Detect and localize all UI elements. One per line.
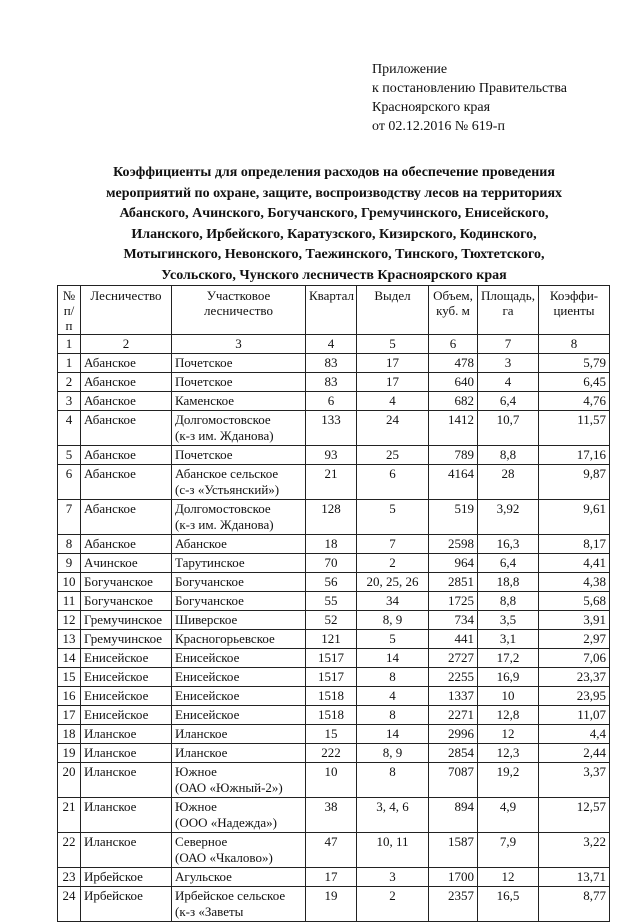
column-header-volume: Объем, куб. м bbox=[429, 286, 478, 335]
row-number-cell: 19 bbox=[58, 744, 81, 763]
area-cell: 3 bbox=[478, 354, 539, 373]
district-name: Южное bbox=[175, 799, 217, 814]
quarter-cell: 21 bbox=[306, 465, 357, 500]
plot-cell: 8 bbox=[357, 668, 429, 687]
area-cell: 12 bbox=[478, 725, 539, 744]
forestry-cell: Абанское bbox=[81, 465, 172, 500]
document-title bbox=[60, 163, 608, 287]
plot-cell: 8 bbox=[357, 763, 429, 798]
forestry-cell: Богучанское bbox=[81, 592, 172, 611]
district-cell bbox=[172, 592, 306, 611]
title-line: Усольского, Чунского лесничеств Красноярского края bbox=[161, 267, 507, 283]
quarter-cell: 6 bbox=[306, 392, 357, 411]
coefficient-cell: 7,06 bbox=[539, 649, 610, 668]
district-name: Почетское bbox=[175, 374, 233, 389]
area-cell: 3,92 bbox=[478, 500, 539, 535]
district-name: Абанское сельское bbox=[175, 466, 279, 481]
row-number-cell: 22 bbox=[58, 833, 81, 868]
row-number-cell: 9 bbox=[58, 554, 81, 573]
district-name: Абанское bbox=[175, 536, 227, 551]
plot-cell: 4 bbox=[357, 392, 429, 411]
row-number-cell: 13 bbox=[58, 630, 81, 649]
district-name: Ирбейское сельское bbox=[175, 888, 286, 903]
header-row bbox=[58, 286, 610, 335]
quarter-cell: 70 bbox=[306, 554, 357, 573]
row-number-cell: 16 bbox=[58, 687, 81, 706]
quarter-cell: 18 bbox=[306, 535, 357, 554]
row-number-cell: 11 bbox=[58, 592, 81, 611]
column-number: 7 bbox=[478, 335, 539, 354]
volume-cell: 478 bbox=[429, 354, 478, 373]
table-row bbox=[58, 592, 610, 611]
volume-cell: 1412 bbox=[429, 411, 478, 446]
volume-cell: 4164 bbox=[429, 465, 478, 500]
forestry-cell: Абанское bbox=[81, 392, 172, 411]
forestry-cell: Абанское bbox=[81, 373, 172, 392]
district-cell bbox=[172, 868, 306, 887]
column-header-plot: Выдел bbox=[357, 286, 429, 335]
column-number: 4 bbox=[306, 335, 357, 354]
title-line: Иланского, Ирбейского, Каратузского, Кизирского, Кодинского, bbox=[131, 226, 537, 242]
quarter-cell: 56 bbox=[306, 573, 357, 592]
forestry-cell: Иланское bbox=[81, 725, 172, 744]
coefficient-cell: 3,37 bbox=[539, 763, 610, 798]
district-cell bbox=[172, 554, 306, 573]
plot-cell: 34 bbox=[357, 592, 429, 611]
area-cell: 17,2 bbox=[478, 649, 539, 668]
district-cell bbox=[172, 535, 306, 554]
volume-cell: 519 bbox=[429, 500, 478, 535]
quarter-cell: 83 bbox=[306, 373, 357, 392]
table-row bbox=[58, 354, 610, 373]
table-row bbox=[58, 554, 610, 573]
district-cell bbox=[172, 798, 306, 833]
quarter-cell: 47 bbox=[306, 833, 357, 868]
district-cell bbox=[172, 373, 306, 392]
forestry-cell: Енисейское bbox=[81, 649, 172, 668]
plot-cell: 25 bbox=[357, 446, 429, 465]
district-name: Иланское bbox=[175, 745, 228, 760]
volume-cell: 441 bbox=[429, 630, 478, 649]
coefficient-cell: 2,44 bbox=[539, 744, 610, 763]
area-cell: 10,7 bbox=[478, 411, 539, 446]
quarter-cell: 1517 bbox=[306, 668, 357, 687]
volume-cell: 2357 bbox=[429, 887, 478, 922]
quarter-cell: 121 bbox=[306, 630, 357, 649]
district-name: Южное bbox=[175, 764, 217, 779]
row-number-cell: 17 bbox=[58, 706, 81, 725]
coefficient-cell: 4,4 bbox=[539, 725, 610, 744]
area-cell: 12 bbox=[478, 868, 539, 887]
table-row bbox=[58, 706, 610, 725]
district-note: (ОАО «Чкалово») bbox=[175, 850, 273, 865]
area-cell: 7,9 bbox=[478, 833, 539, 868]
volume-cell: 894 bbox=[429, 798, 478, 833]
quarter-cell: 17 bbox=[306, 868, 357, 887]
volume-cell: 1725 bbox=[429, 592, 478, 611]
volume-cell: 2727 bbox=[429, 649, 478, 668]
area-cell: 4 bbox=[478, 373, 539, 392]
forestry-cell: Енисейское bbox=[81, 706, 172, 725]
forestry-cell: Иланское bbox=[81, 798, 172, 833]
district-cell bbox=[172, 411, 306, 446]
coefficient-cell: 11,57 bbox=[539, 411, 610, 446]
table-row bbox=[58, 744, 610, 763]
appendix-line: к постановлению Правительства bbox=[372, 81, 568, 96]
plot-cell: 4 bbox=[357, 687, 429, 706]
table-row bbox=[58, 573, 610, 592]
column-number: 2 bbox=[81, 335, 172, 354]
row-number-cell: 20 bbox=[58, 763, 81, 798]
district-name: Почетское bbox=[175, 447, 233, 462]
district-name: Каменское bbox=[175, 393, 235, 408]
column-number: 6 bbox=[429, 335, 478, 354]
district-name: Долгомостовское bbox=[175, 501, 271, 516]
coefficient-cell: 6,45 bbox=[539, 373, 610, 392]
area-cell: 8,8 bbox=[478, 446, 539, 465]
column-number: 1 bbox=[58, 335, 81, 354]
volume-cell: 640 bbox=[429, 373, 478, 392]
forestry-cell: Абанское bbox=[81, 500, 172, 535]
quarter-cell: 93 bbox=[306, 446, 357, 465]
row-number-cell: 12 bbox=[58, 611, 81, 630]
district-name: Енисейское bbox=[175, 688, 240, 703]
quarter-cell: 1518 bbox=[306, 687, 357, 706]
plot-cell: 8, 9 bbox=[357, 611, 429, 630]
area-cell: 6,4 bbox=[478, 554, 539, 573]
forestry-cell: Абанское bbox=[81, 446, 172, 465]
plot-cell: 2 bbox=[357, 887, 429, 922]
column-header-quarter: Квартал bbox=[306, 286, 357, 335]
row-number-cell: 10 bbox=[58, 573, 81, 592]
plot-cell: 8 bbox=[357, 706, 429, 725]
district-cell bbox=[172, 763, 306, 798]
quarter-cell: 222 bbox=[306, 744, 357, 763]
quarter-cell: 133 bbox=[306, 411, 357, 446]
row-number-cell: 21 bbox=[58, 798, 81, 833]
row-number-cell: 5 bbox=[58, 446, 81, 465]
coefficient-cell: 3,91 bbox=[539, 611, 610, 630]
coefficient-cell: 23,37 bbox=[539, 668, 610, 687]
district-note: (к-з им. Жданова) bbox=[175, 517, 274, 532]
column-number: 3 bbox=[172, 335, 306, 354]
quarter-cell: 15 bbox=[306, 725, 357, 744]
forestry-cell: Гремучинское bbox=[81, 630, 172, 649]
district-name: Почетское bbox=[175, 355, 233, 370]
plot-cell: 10, 11 bbox=[357, 833, 429, 868]
coefficient-cell: 23,95 bbox=[539, 687, 610, 706]
table-row bbox=[58, 446, 610, 465]
column-header-number: № п/п bbox=[58, 286, 81, 335]
appendix-line: от 02.12.2016 № 619-п bbox=[372, 119, 505, 134]
quarter-cell: 10 bbox=[306, 763, 357, 798]
volume-cell: 734 bbox=[429, 611, 478, 630]
district-name: Агульское bbox=[175, 869, 232, 884]
table-row bbox=[58, 668, 610, 687]
district-name: Богучанское bbox=[175, 574, 244, 589]
area-cell: 19,2 bbox=[478, 763, 539, 798]
row-number-cell: 14 bbox=[58, 649, 81, 668]
area-cell: 16,9 bbox=[478, 668, 539, 687]
district-cell bbox=[172, 630, 306, 649]
forestry-cell: Иланское bbox=[81, 763, 172, 798]
quarter-cell: 1517 bbox=[306, 649, 357, 668]
volume-cell: 2271 bbox=[429, 706, 478, 725]
plot-cell: 24 bbox=[357, 411, 429, 446]
volume-cell: 2854 bbox=[429, 744, 478, 763]
district-name: Богучанское bbox=[175, 593, 244, 608]
district-name: Северное bbox=[175, 834, 228, 849]
district-cell bbox=[172, 649, 306, 668]
district-name: Тарутинское bbox=[175, 555, 245, 570]
district-note: (ОАО «Южный-2») bbox=[175, 780, 283, 795]
volume-cell: 7087 bbox=[429, 763, 478, 798]
title-line: мероприятий по охране, защите, воспроизводству лесов на территориях bbox=[105, 185, 563, 201]
title-line: Абанского, Ачинского, Богучанского, Гремучинского, Енисейского, bbox=[119, 206, 549, 222]
quarter-cell: 1518 bbox=[306, 706, 357, 725]
table-row bbox=[58, 611, 610, 630]
row-number-cell: 24 bbox=[58, 887, 81, 922]
table-row bbox=[58, 649, 610, 668]
volume-cell: 789 bbox=[429, 446, 478, 465]
area-cell: 16,3 bbox=[478, 535, 539, 554]
district-cell bbox=[172, 687, 306, 706]
column-number: 8 bbox=[539, 335, 610, 354]
table-row bbox=[58, 411, 610, 446]
district-name: Долгомостовское bbox=[175, 412, 271, 427]
table-body bbox=[58, 354, 610, 922]
volume-cell: 964 bbox=[429, 554, 478, 573]
forestry-cell: Енисейское bbox=[81, 668, 172, 687]
coefficient-cell: 12,57 bbox=[539, 798, 610, 833]
quarter-cell: 55 bbox=[306, 592, 357, 611]
coefficient-cell: 5,68 bbox=[539, 592, 610, 611]
area-cell: 3,5 bbox=[478, 611, 539, 630]
table-row bbox=[58, 887, 610, 922]
table-row bbox=[58, 868, 610, 887]
plot-cell: 3 bbox=[357, 868, 429, 887]
coefficient-cell: 9,61 bbox=[539, 500, 610, 535]
district-name: Шиверское bbox=[175, 612, 238, 627]
district-note: (к-з «Заветы bbox=[175, 904, 244, 919]
row-number-cell: 23 bbox=[58, 868, 81, 887]
forestry-cell: Абанское bbox=[81, 535, 172, 554]
title-line: Мотыгинского, Невонского, Таежинского, Тинского, Тюхтетского, bbox=[123, 247, 545, 263]
row-number-cell: 4 bbox=[58, 411, 81, 446]
area-cell: 12,3 bbox=[478, 744, 539, 763]
column-number: 5 bbox=[357, 335, 429, 354]
row-number-cell: 2 bbox=[58, 373, 81, 392]
coefficient-cell: 8,77 bbox=[539, 887, 610, 922]
district-note: (с-з «Устьянский») bbox=[175, 482, 280, 497]
plot-cell: 14 bbox=[357, 725, 429, 744]
table-row bbox=[58, 798, 610, 833]
table-row bbox=[58, 630, 610, 649]
district-name: Енисейское bbox=[175, 707, 240, 722]
volume-cell: 2851 bbox=[429, 573, 478, 592]
coefficient-cell: 17,16 bbox=[539, 446, 610, 465]
plot-cell: 3, 4, 6 bbox=[357, 798, 429, 833]
coefficient-cell: 11,07 bbox=[539, 706, 610, 725]
appendix-line: Приложение bbox=[372, 62, 448, 77]
coefficient-cell: 9,87 bbox=[539, 465, 610, 500]
volume-cell: 1700 bbox=[429, 868, 478, 887]
district-name: Енисейское bbox=[175, 650, 240, 665]
forestry-cell: Ачинское bbox=[81, 554, 172, 573]
district-cell bbox=[172, 446, 306, 465]
table-row bbox=[58, 500, 610, 535]
coefficient-cell: 4,76 bbox=[539, 392, 610, 411]
plot-cell: 8, 9 bbox=[357, 744, 429, 763]
area-cell: 10 bbox=[478, 687, 539, 706]
district-cell bbox=[172, 500, 306, 535]
forestry-cell: Иланское bbox=[81, 744, 172, 763]
area-cell: 16,5 bbox=[478, 887, 539, 922]
coefficient-cell: 4,41 bbox=[539, 554, 610, 573]
row-number-cell: 15 bbox=[58, 668, 81, 687]
row-number-cell: 8 bbox=[58, 535, 81, 554]
table-row bbox=[58, 763, 610, 798]
plot-cell: 2 bbox=[357, 554, 429, 573]
plot-cell: 5 bbox=[357, 630, 429, 649]
row-number-cell: 18 bbox=[58, 725, 81, 744]
column-numbering-row bbox=[58, 335, 610, 354]
district-name: Красногорьевское bbox=[175, 631, 275, 646]
quarter-cell: 52 bbox=[306, 611, 357, 630]
district-name: Енисейское bbox=[175, 669, 240, 684]
table-row bbox=[58, 535, 610, 554]
appendix-line: Красноярского края bbox=[372, 100, 491, 115]
title-line: Коэффициенты для определения расходов на обеспечение проведения bbox=[113, 165, 555, 180]
forestry-cell: Абанское bbox=[81, 411, 172, 446]
district-note: (ООО «Надежда») bbox=[175, 815, 277, 830]
district-cell bbox=[172, 354, 306, 373]
district-cell bbox=[172, 706, 306, 725]
volume-cell: 2598 bbox=[429, 535, 478, 554]
coefficient-cell: 3,22 bbox=[539, 833, 610, 868]
coefficient-cell: 2,97 bbox=[539, 630, 610, 649]
forestry-cell: Енисейское bbox=[81, 687, 172, 706]
volume-cell: 2255 bbox=[429, 668, 478, 687]
area-cell: 6,4 bbox=[478, 392, 539, 411]
forestry-cell: Гремучинское bbox=[81, 611, 172, 630]
plot-cell: 6 bbox=[357, 465, 429, 500]
district-cell bbox=[172, 833, 306, 868]
quarter-cell: 83 bbox=[306, 354, 357, 373]
forestry-cell: Ирбейское bbox=[81, 868, 172, 887]
district-cell bbox=[172, 573, 306, 592]
column-header-coefficient: Коэффи- циенты bbox=[539, 286, 610, 335]
table-row bbox=[58, 373, 610, 392]
district-name: Иланское bbox=[175, 726, 228, 741]
coefficients-table bbox=[57, 285, 610, 922]
column-header-district: Участковое лесничество bbox=[172, 286, 306, 335]
plot-cell: 14 bbox=[357, 649, 429, 668]
district-cell bbox=[172, 887, 306, 922]
volume-cell: 1337 bbox=[429, 687, 478, 706]
row-number-cell: 1 bbox=[58, 354, 81, 373]
area-cell: 28 bbox=[478, 465, 539, 500]
plot-cell: 7 bbox=[357, 535, 429, 554]
table-row bbox=[58, 465, 610, 500]
column-header-area: Площадь, га bbox=[478, 286, 539, 335]
district-cell bbox=[172, 392, 306, 411]
row-number-cell: 7 bbox=[58, 500, 81, 535]
quarter-cell: 128 bbox=[306, 500, 357, 535]
district-cell bbox=[172, 465, 306, 500]
coefficient-cell: 4,38 bbox=[539, 573, 610, 592]
plot-cell: 17 bbox=[357, 354, 429, 373]
volume-cell: 682 bbox=[429, 392, 478, 411]
plot-cell: 5 bbox=[357, 500, 429, 535]
district-cell bbox=[172, 611, 306, 630]
area-cell: 8,8 bbox=[478, 592, 539, 611]
forestry-cell: Богучанское bbox=[81, 573, 172, 592]
volume-cell: 2996 bbox=[429, 725, 478, 744]
table-row bbox=[58, 833, 610, 868]
area-cell: 18,8 bbox=[478, 573, 539, 592]
district-cell bbox=[172, 744, 306, 763]
forestry-cell: Ирбейское bbox=[81, 887, 172, 922]
plot-cell: 17 bbox=[357, 373, 429, 392]
district-cell bbox=[172, 725, 306, 744]
coefficient-cell: 5,79 bbox=[539, 354, 610, 373]
row-number-cell: 6 bbox=[58, 465, 81, 500]
table-row bbox=[58, 725, 610, 744]
forestry-cell: Иланское bbox=[81, 833, 172, 868]
coefficient-cell: 13,71 bbox=[539, 868, 610, 887]
table-row bbox=[58, 392, 610, 411]
quarter-cell: 19 bbox=[306, 887, 357, 922]
area-cell: 12,8 bbox=[478, 706, 539, 725]
area-cell: 3,1 bbox=[478, 630, 539, 649]
table-row bbox=[58, 687, 610, 706]
appendix-block bbox=[372, 60, 567, 136]
area-cell: 4,9 bbox=[478, 798, 539, 833]
volume-cell: 1587 bbox=[429, 833, 478, 868]
plot-cell: 20, 25, 26 bbox=[357, 573, 429, 592]
forestry-cell: Абанское bbox=[81, 354, 172, 373]
row-number-cell: 3 bbox=[58, 392, 81, 411]
column-header-forestry: Лесничество bbox=[81, 286, 172, 335]
district-cell bbox=[172, 668, 306, 687]
quarter-cell: 38 bbox=[306, 798, 357, 833]
district-note: (к-з им. Жданова) bbox=[175, 428, 274, 443]
coefficient-cell: 8,17 bbox=[539, 535, 610, 554]
